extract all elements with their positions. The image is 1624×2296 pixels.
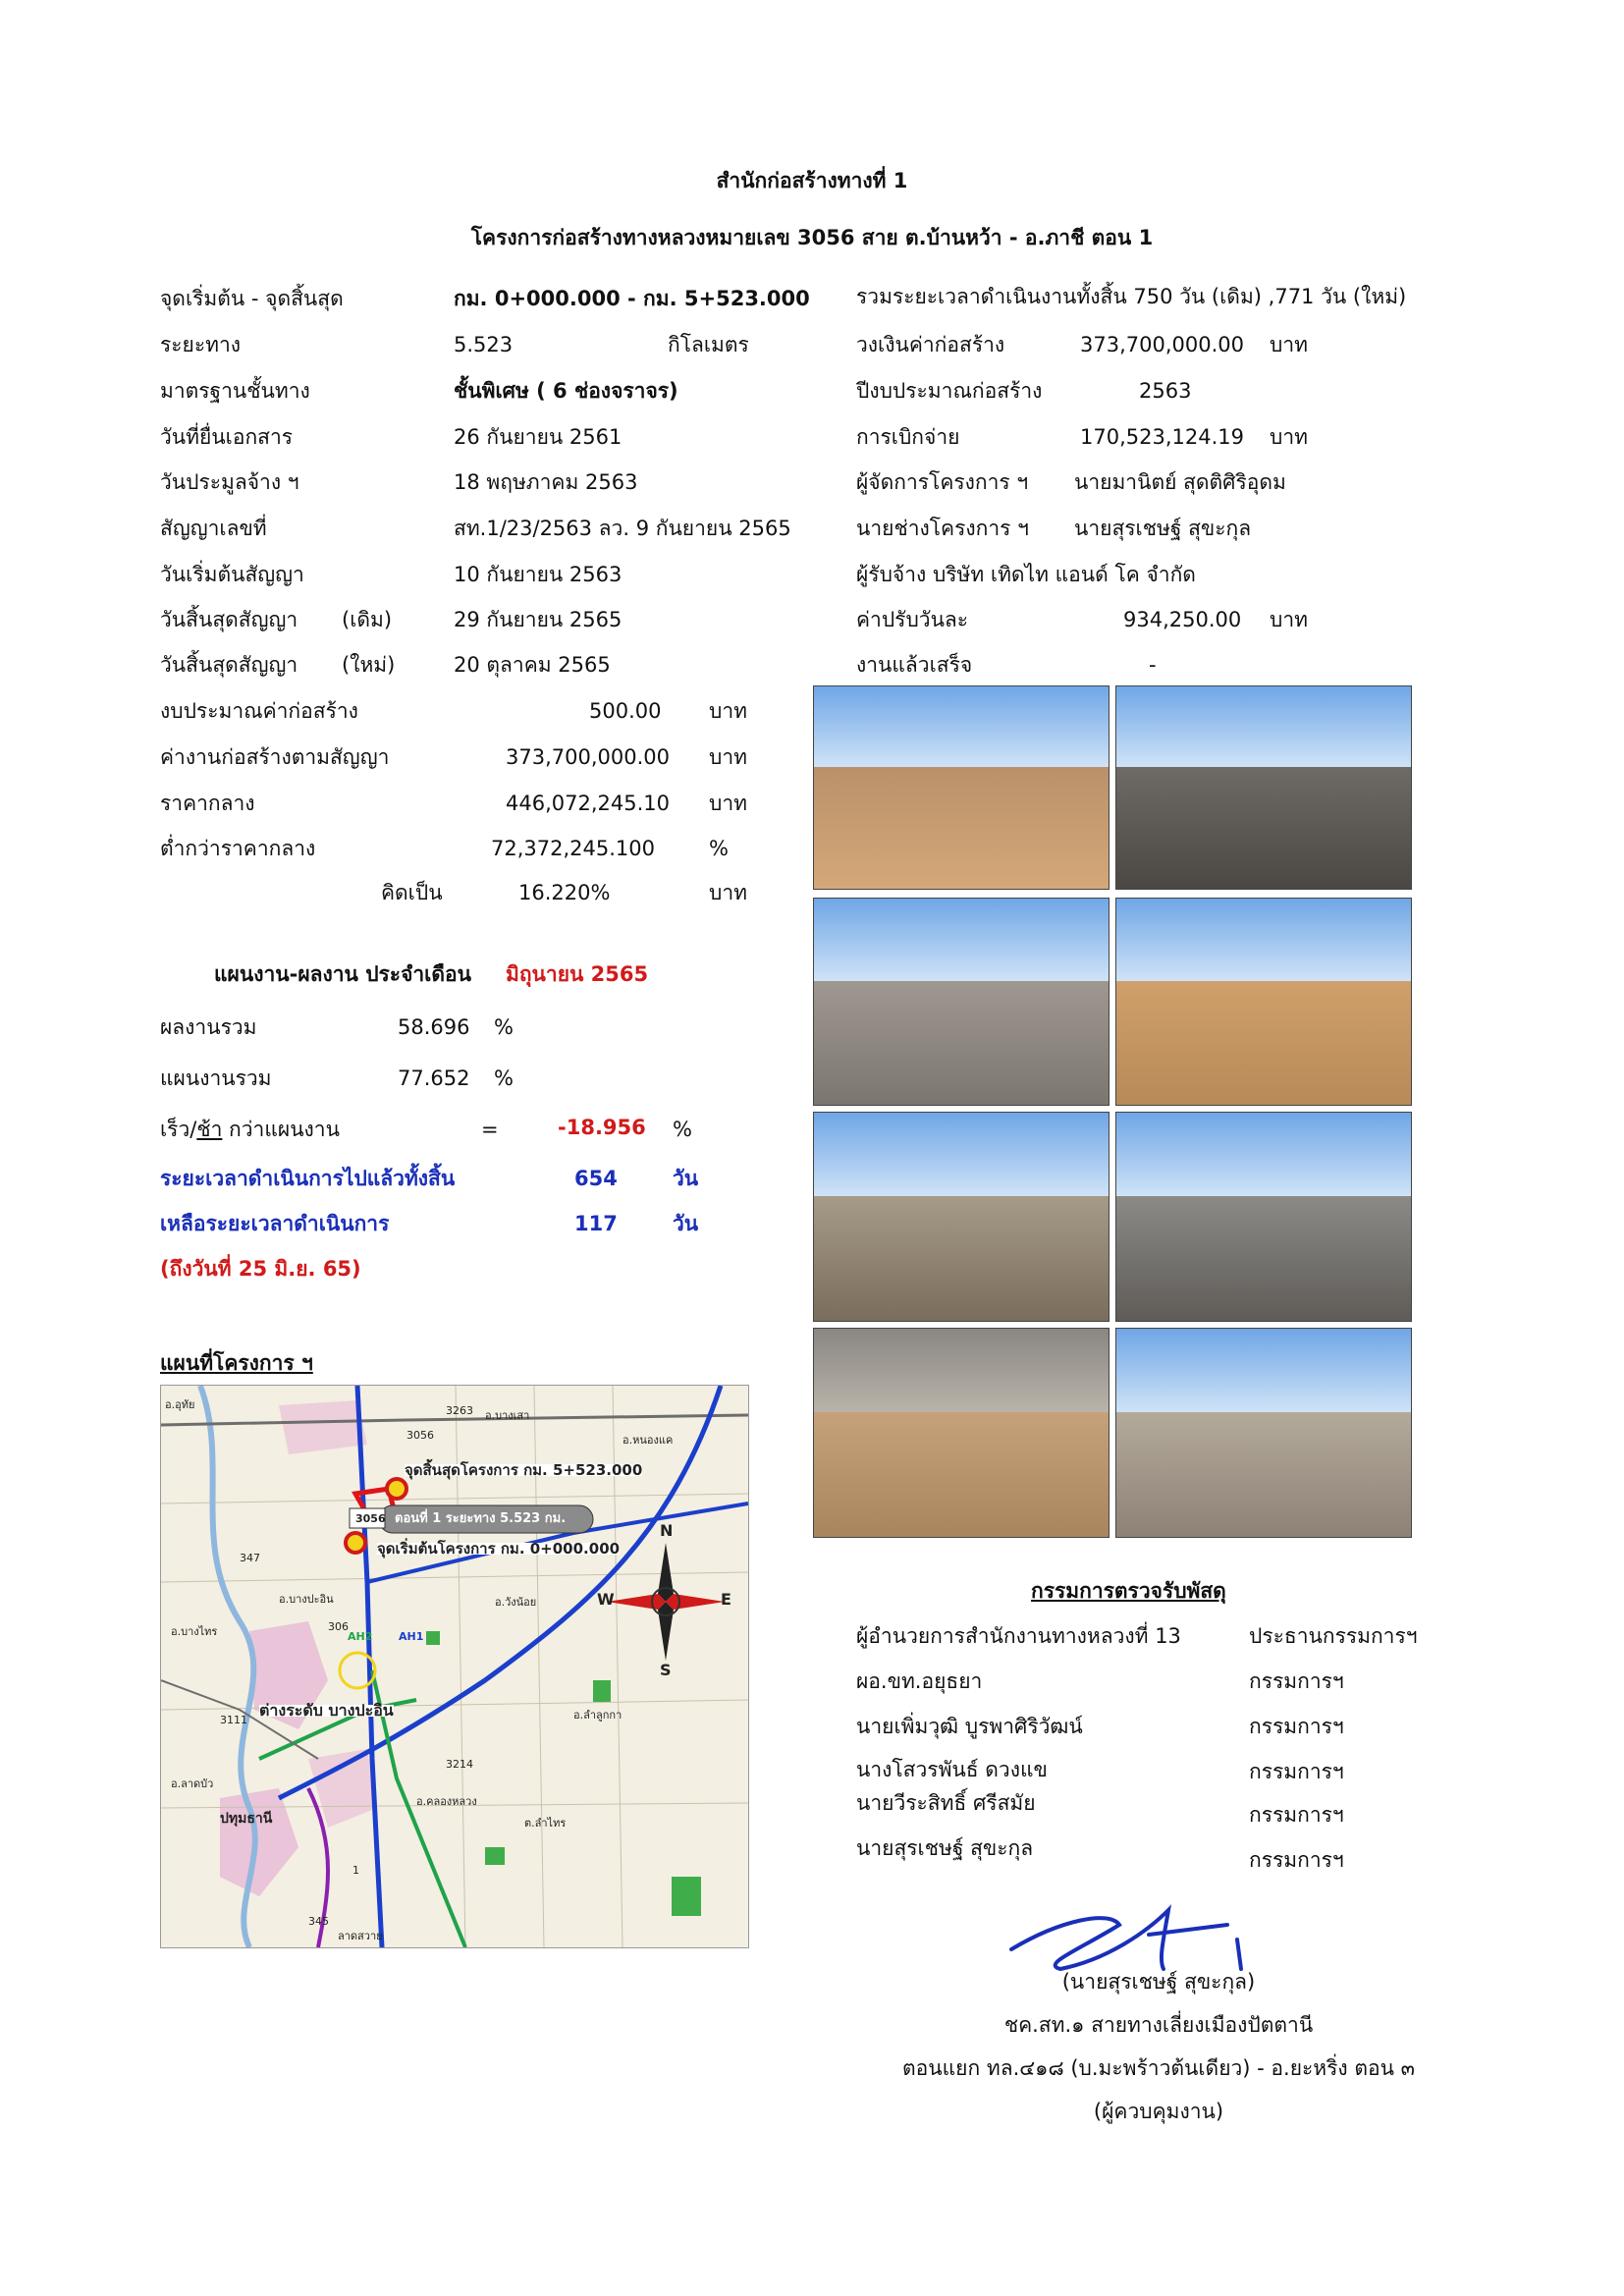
map-route-number: 3214 [446,1758,473,1771]
site-photo [813,1328,1110,1538]
plan-value: 77.652 [398,1066,470,1090]
left-info-label: สัญญาเลขที่ [160,517,267,540]
diff-value: -18.956 [558,1116,646,1139]
map-town: ลาดสวาย [338,1930,383,1942]
right-info-unit: บาท [1270,425,1308,449]
diff-unit: % [673,1118,692,1141]
budget-value: 16.220% [518,881,611,904]
right-info-label: ปีงบประมาณก่อสร้าง [856,379,1043,403]
budget-value: 72,372,245.100 [491,837,655,860]
left-info-value: กม. 0+000.000 - กม. 5+523.000 [454,287,810,310]
signature-name: (นายสุรเชษฐ์ สุขะกุล) [1061,1970,1256,1994]
right-info-unit: บาท [1270,333,1308,356]
budget-label: ค่างานก่อสร้างตามสัญญา [160,745,390,769]
map-interchange-label: ต่างระดับ บางปะอิน [259,1701,394,1720]
site-photo [813,898,1110,1106]
committee-member-name: นายเพิ่มวุฒิ บูรพาศิริวัฒน์ [856,1715,1083,1738]
project-map [160,1385,749,1948]
map-start-label: จุดเริ่มต้นโครงการ กม. 0+000.000 [377,1540,621,1558]
map-town: อ.คลองหลวง [416,1795,477,1808]
diff-label-fast: เร็ว/ [160,1118,197,1141]
right-info-label: รวมระยะเวลาดำเนินงานทั้งสิ้น 750 วัน (เดิม) ,771 วัน (ใหม่) [856,285,1407,308]
site-photo [813,685,1110,890]
right-info-label: การเบิกจ่าย [856,425,960,449]
map-town: อ.บางไทร [171,1625,218,1638]
map-town: อ.บางเสา [485,1409,530,1422]
right-info-value: 373,700,000.00 [1080,333,1244,356]
map-town: อ.อุทัย [165,1398,195,1411]
plan-unit: % [494,1066,514,1090]
committee-member-role: ประธานกรรมการฯ [1249,1624,1418,1648]
left-info-value: 18 พฤษภาคม 2563 [454,470,638,494]
compass-w: W [597,1590,615,1609]
map-town: อ.หนองแค [623,1434,674,1447]
map-route-number: AH2 [348,1630,373,1643]
committee-member-name: นายวีระสิทธิ์ ศรีสมัย [856,1791,1036,1815]
budget-value: 373,700,000.00 [506,745,670,769]
site-photo [1115,1112,1412,1322]
left-info-value: 26 กันยายน 2561 [454,425,623,449]
left-info-value: สท.1/23/2563 ลว. 9 กันยายน 2565 [454,517,791,540]
elapsed-unit: วัน [673,1167,699,1190]
committee-title: กรรมการตรวจรับพัสดุ [1031,1579,1226,1603]
budget-label: ต่ำกว่าราคากลาง [160,837,316,860]
committee-member-role: กรรมการฯ [1249,1715,1344,1738]
committee-member-role: กรรมการฯ [1249,1803,1344,1827]
left-info-value: ชั้นพิเศษ ( 6 ช่องจราจร) [454,379,678,403]
map-route-number: 3056 [406,1429,434,1442]
budget-unit: บาท [709,881,747,904]
right-info-label: งานแล้วเสร็จ [856,653,973,677]
site-photo [1115,898,1412,1106]
remain-label: เหลือระยะเวลาดำเนินการ [160,1212,390,1235]
left-info-value: 29 กันยายน 2565 [454,608,623,631]
progress-title: แผนงาน-ผลงาน ประจำเดือน [214,962,471,986]
committee-member-name: นางโสวรพันธ์ ดวงแข [856,1758,1048,1781]
actual-value: 58.696 [398,1015,470,1039]
left-info-label: วันสิ้นสุดสัญญา [160,653,298,677]
map-route-number: 306 [328,1620,349,1633]
right-info-label: ผู้จัดการโครงการ ฯ [856,470,1029,494]
committee-member-role: กรรมการฯ [1249,1760,1344,1783]
map-route-number: 1 [352,1864,359,1877]
diff-label-rest: กว่าแผนงาน [222,1118,340,1141]
signature-role: (ผู้ควบคุมงาน) [1093,2100,1224,2123]
right-info-label: วงเงินค่าก่อสร้าง [856,333,1005,356]
map-route-label: 3056 [355,1512,386,1525]
left-info-label: วันเริ่มต้นสัญญา [160,563,304,586]
actual-unit: % [494,1015,514,1039]
map-route-number: 3263 [446,1404,473,1417]
site-photo [1115,685,1412,890]
elapsed-value: 654 [574,1167,618,1190]
plan-label: แผนงานรวม [160,1066,272,1090]
map-route-number: 347 [240,1552,260,1564]
project-title: โครงการก่อสร้างทางหลวงหมายเลข 3056 สาย ต.บ้านหว้า - อ.ภาชี ตอน 1 [470,226,1154,249]
budget-unit: บาท [709,745,747,769]
committee-member-name: ผู้อำนวยการสำนักงานทางหลวงที่ 13 [856,1624,1181,1648]
map-town: ปทุมธานี [220,1811,273,1827]
budget-label: งบประมาณค่าก่อสร้าง [160,699,358,723]
budget-label: ราคากลาง [160,792,255,815]
site-photo [813,1112,1110,1322]
site-photo [1115,1328,1412,1538]
left-info-tag: (เดิม) [342,608,393,631]
right-info-unit: บาท [1270,608,1308,631]
progress-month: มิถุนายน 2565 [506,962,649,986]
right-info-value: 2563 [1139,379,1192,403]
right-info-label: ค่าปรับวันละ [856,608,969,631]
diff-label [160,1116,340,1143]
committee-member-name: นายสุรเชษฐ์ สุขะกุล [856,1836,1034,1860]
right-info-value: 170,523,124.19 [1080,425,1244,449]
right-info-value: - [1149,653,1157,677]
left-info-tag: (ใหม่) [342,653,396,677]
left-info-label: วันสิ้นสุดสัญญา [160,608,298,631]
budget-unit: % [709,837,729,860]
elapsed-label: ระยะเวลาดำเนินการไปแล้วทั้งสิ้น [160,1167,456,1190]
diff-equals: = [481,1118,499,1141]
map-town: อ.ลาดบัว [171,1777,214,1790]
map-end-label: จุดสิ้นสุดโครงการ กม. 5+523.000 [405,1461,643,1479]
actual-label: ผลงานรวม [160,1015,257,1039]
map-town: อ.บางปะอิน [279,1593,334,1606]
map-town: อ.ลำลูกกา [573,1709,623,1722]
left-info-value: 5.523 [454,333,514,356]
map-title: แผนที่โครงการ ฯ [160,1351,313,1375]
budget-unit: บาท [709,699,747,723]
signature-position: ชค.สท.๑ สายทางเลี่ยงเมืองปัตตานี [1003,2013,1314,2037]
right-info-value: นายมานิตย์ สุดติศิริอุดม [1074,470,1286,494]
left-info-label: วันที่ยื่นเอกสาร [160,425,294,449]
remain-value: 117 [574,1212,618,1235]
signature-section: ตอนแยก ทล.๔๑๘ (บ.มะพร้าวต้นเดียว) - อ.ยะหริ่ง ตอน ๓ [902,2056,1415,2080]
map-town: ต.ลำไทร [524,1817,567,1830]
budget-label: คิดเป็น [381,881,443,904]
budget-unit: บาท [709,792,747,815]
committee-member-name: ผอ.ขท.อยุธยา [856,1669,983,1693]
budget-value: 446,072,245.10 [506,792,670,815]
committee-member-role: กรรมการฯ [1249,1848,1344,1872]
left-info-label: วันประมูลจ้าง ฯ [160,470,299,494]
left-info-unit: กิโลเมตร [668,333,749,356]
compass-n: N [660,1521,674,1540]
left-info-value: 10 กันยายน 2563 [454,563,623,586]
office-title: สำนักก่อสร้างทางที่ 1 [716,169,908,192]
signature-mark [1001,1890,1257,1979]
right-info-value: 934,250.00 [1123,608,1242,631]
compass-s: S [660,1661,672,1679]
right-info-label: นายช่างโครงการ ฯ [856,517,1029,540]
compass-e: E [721,1590,731,1609]
left-info-value: 20 ตุลาคม 2565 [454,653,611,677]
map-section-label: ตอนที่ 1 ระยะทาง 5.523 กม. [395,1511,567,1526]
map-route-number: AH1 [399,1630,424,1643]
remain-unit: วัน [673,1212,699,1235]
map-town: อ.วังน้อย [495,1596,537,1609]
budget-value: 500.00 [589,699,662,723]
asof-date: (ถึงวันที่ 25 มิ.ย. 65) [160,1257,361,1281]
right-info-value: นายสุรเชษฐ์ สุขะกุล [1074,517,1252,540]
diff-label-slow: ช้า [196,1118,223,1141]
map-route-number: 3111 [220,1714,247,1726]
committee-member-role: กรรมการฯ [1249,1669,1344,1693]
right-info-label: ผู้รับจ้าง บริษัท เทิดไท แอนด์ โค จำกัด [856,563,1196,586]
left-info-label: ระยะทาง [160,333,242,356]
left-info-label: จุดเริ่มต้น - จุดสิ้นสุด [160,287,344,310]
left-info-label: มาตรฐานชั้นทาง [160,379,310,403]
map-route-number: 345 [308,1915,329,1928]
